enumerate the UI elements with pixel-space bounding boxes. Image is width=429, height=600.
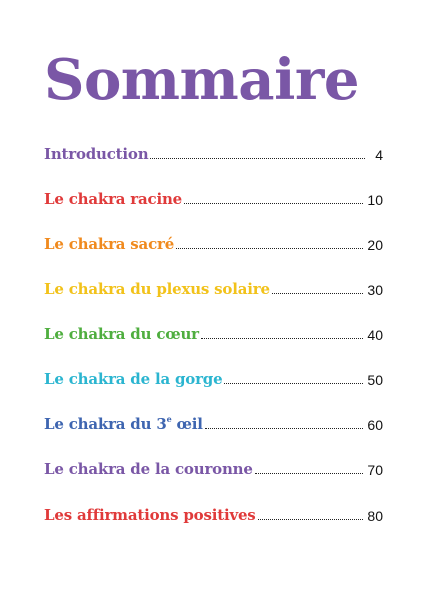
toc-entry-label-suffix: œil <box>171 415 203 433</box>
toc-entry-label: Introduction <box>44 145 149 163</box>
toc-entry-label-prefix: Le chakra du 3 <box>44 415 167 433</box>
toc-entry-page: 30 <box>367 282 383 298</box>
toc-entry-label: Le chakra sacré <box>44 235 175 253</box>
toc-entry-page: 40 <box>367 327 383 343</box>
toc-entry-label: Le chakra racine <box>44 190 183 208</box>
page-title: Sommaire <box>44 47 359 113</box>
toc-entry-couronne[interactable] <box>44 455 383 477</box>
toc-entry-gorge[interactable] <box>44 365 383 387</box>
toc-entry-sacre[interactable] <box>44 230 383 252</box>
toc-entry-plexus-solaire[interactable] <box>44 275 383 297</box>
dot-leader <box>255 472 364 474</box>
toc-entry-label: Les affirmations positives <box>44 506 256 524</box>
toc-entry-label: Le chakra de la couronne <box>44 460 253 478</box>
toc-entry-affirmations[interactable] <box>44 501 383 523</box>
dot-leader <box>224 382 363 384</box>
toc-entry-introduction[interactable] <box>44 140 383 162</box>
toc-entry-label: Le chakra de la gorge <box>44 370 223 388</box>
toc-entry-page: 20 <box>367 237 383 253</box>
toc-entry-page: 50 <box>367 372 383 388</box>
dot-leader <box>184 202 363 204</box>
dot-leader <box>205 427 364 429</box>
dot-leader <box>258 518 364 520</box>
toc-entry-racine[interactable] <box>44 185 383 207</box>
toc-entry-page: 4 <box>375 147 383 163</box>
toc-entry-troisieme-oeil[interactable] <box>44 410 383 432</box>
dot-leader <box>272 292 364 294</box>
toc-entry-page: 70 <box>367 462 383 478</box>
dot-leader <box>150 157 365 159</box>
toc-entry-label: Le chakra du plexus solaire <box>44 280 270 298</box>
toc-entry-page: 80 <box>367 508 383 524</box>
toc-entry-page: 10 <box>367 192 383 208</box>
toc-entry-page: 60 <box>367 417 383 433</box>
toc-entry-label <box>44 414 203 433</box>
toc-entry-label-sup: e <box>166 414 172 424</box>
toc-entry-label: Le chakra du cœur <box>44 325 199 343</box>
toc-entry-coeur[interactable] <box>44 320 383 342</box>
dot-leader <box>201 337 364 339</box>
dot-leader <box>176 247 363 249</box>
